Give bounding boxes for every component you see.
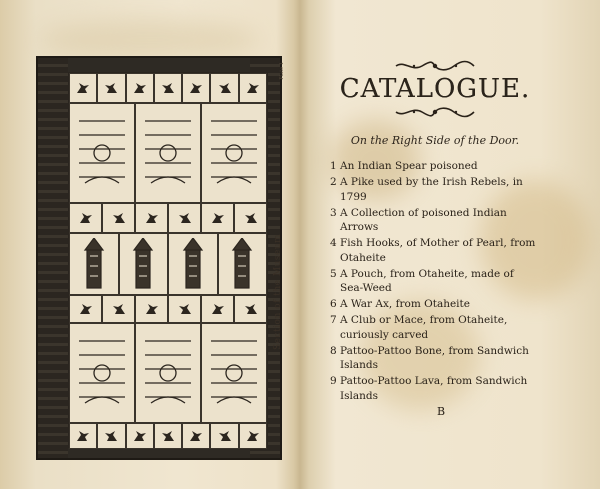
artifact-engraving xyxy=(126,423,154,449)
item-text: An Indian Spear poisoned xyxy=(340,160,478,172)
plate-row xyxy=(69,233,267,295)
item-text: A Pike used by the Irish Rebels, in 1799 xyxy=(340,176,523,203)
item-number: 4 xyxy=(330,237,337,249)
catalogue-item xyxy=(330,159,540,174)
artifact-engraving xyxy=(182,73,210,103)
artifact-engraving xyxy=(234,203,267,233)
artifact-engraving xyxy=(102,295,135,323)
artifact-engraving xyxy=(135,103,201,203)
artifact-engraving xyxy=(135,295,168,323)
artifact-engraving xyxy=(135,323,201,423)
item-number: 6 xyxy=(330,298,337,310)
artifact-engraving xyxy=(210,73,238,103)
plate-row xyxy=(69,103,267,203)
catalogue-item xyxy=(330,175,540,204)
plate-row xyxy=(69,203,267,233)
artifact-engraving xyxy=(168,295,201,323)
catalogue-item xyxy=(330,344,540,373)
plate-row xyxy=(69,73,267,103)
artifact-engraving xyxy=(234,295,267,323)
artifact-engraving xyxy=(69,295,102,323)
item-text: Fish Hooks, of Mother of Pearl, from Otaheite xyxy=(340,237,536,264)
artifact-engraving xyxy=(239,73,267,103)
item-text: A Pouch, from Otaheite, made of Sea-Weed xyxy=(340,267,514,294)
artifact-engraving xyxy=(97,73,125,103)
bottom-ornament-icon xyxy=(394,106,476,118)
artifact-engraving xyxy=(154,423,182,449)
page-title: CATALOGUE. xyxy=(339,74,531,104)
engraved-plate xyxy=(36,56,282,460)
artifact-engraving xyxy=(126,73,154,103)
item-number: 9 xyxy=(330,375,337,387)
artifact-engraving xyxy=(135,203,168,233)
catalogue-page xyxy=(330,60,540,418)
artifact-engraving xyxy=(97,423,125,449)
artifact-engraving xyxy=(69,323,135,423)
catalogue-list xyxy=(330,159,540,403)
catalogue-item xyxy=(330,236,540,265)
plate-number: Plate 1 xyxy=(279,62,285,80)
item-number: 5 xyxy=(330,267,337,280)
catalogue-item xyxy=(330,374,540,403)
artifact-engraving xyxy=(69,103,135,203)
foxing-stain xyxy=(40,20,260,60)
catalogue-item xyxy=(330,267,540,296)
plate-row xyxy=(69,423,267,449)
artifact-engraving xyxy=(201,103,267,203)
item-text: Pattoo-Pattoo Bone, from Sandwich Islands xyxy=(340,344,529,371)
catalogue-item xyxy=(330,297,540,312)
item-number: 8 xyxy=(330,344,337,357)
catalogue-item xyxy=(330,313,540,342)
item-text: A Collection of poisoned Indian Arrows xyxy=(340,206,507,233)
item-number: 2 xyxy=(330,176,337,188)
artifact-engraving xyxy=(218,233,268,295)
artifact-engraving xyxy=(201,323,267,423)
artifact-engraving xyxy=(168,203,201,233)
artifact-engraving xyxy=(69,73,97,103)
artifact-engraving xyxy=(201,203,234,233)
plate-row xyxy=(69,295,267,323)
item-number: 3 xyxy=(330,206,337,219)
artifact-engraving xyxy=(69,203,102,233)
signature-mark: B xyxy=(436,404,446,418)
artifact-engraving xyxy=(69,423,97,449)
artifact-engraving xyxy=(182,423,210,449)
artifact-engraving xyxy=(168,233,218,295)
item-number: 1 xyxy=(330,160,337,172)
artifact-engraving xyxy=(201,295,234,323)
plate-row xyxy=(69,323,267,423)
item-number: 7 xyxy=(330,314,337,326)
artifact-engraving xyxy=(102,203,135,233)
plate-caption: Section of the Museum xyxy=(273,233,283,350)
artifact-engraving xyxy=(69,233,119,295)
artifact-engraving xyxy=(210,423,238,449)
top-ornament-icon xyxy=(394,60,476,72)
plate-grid xyxy=(68,72,268,448)
item-text: Pattoo-Pattoo Lava, from Sandwich Islands xyxy=(340,375,528,402)
item-text: A Club or Mace, from Otaheite, curiously carved xyxy=(340,314,508,341)
section-heading: On the Right Side of the Door. xyxy=(350,134,520,147)
artifact-engraving xyxy=(119,233,169,295)
catalogue-item xyxy=(330,206,540,235)
artifact-engraving xyxy=(154,73,182,103)
artifact-engraving xyxy=(239,423,267,449)
item-text: A War Ax, from Otaheite xyxy=(340,298,470,310)
plate-left-border xyxy=(38,58,68,458)
